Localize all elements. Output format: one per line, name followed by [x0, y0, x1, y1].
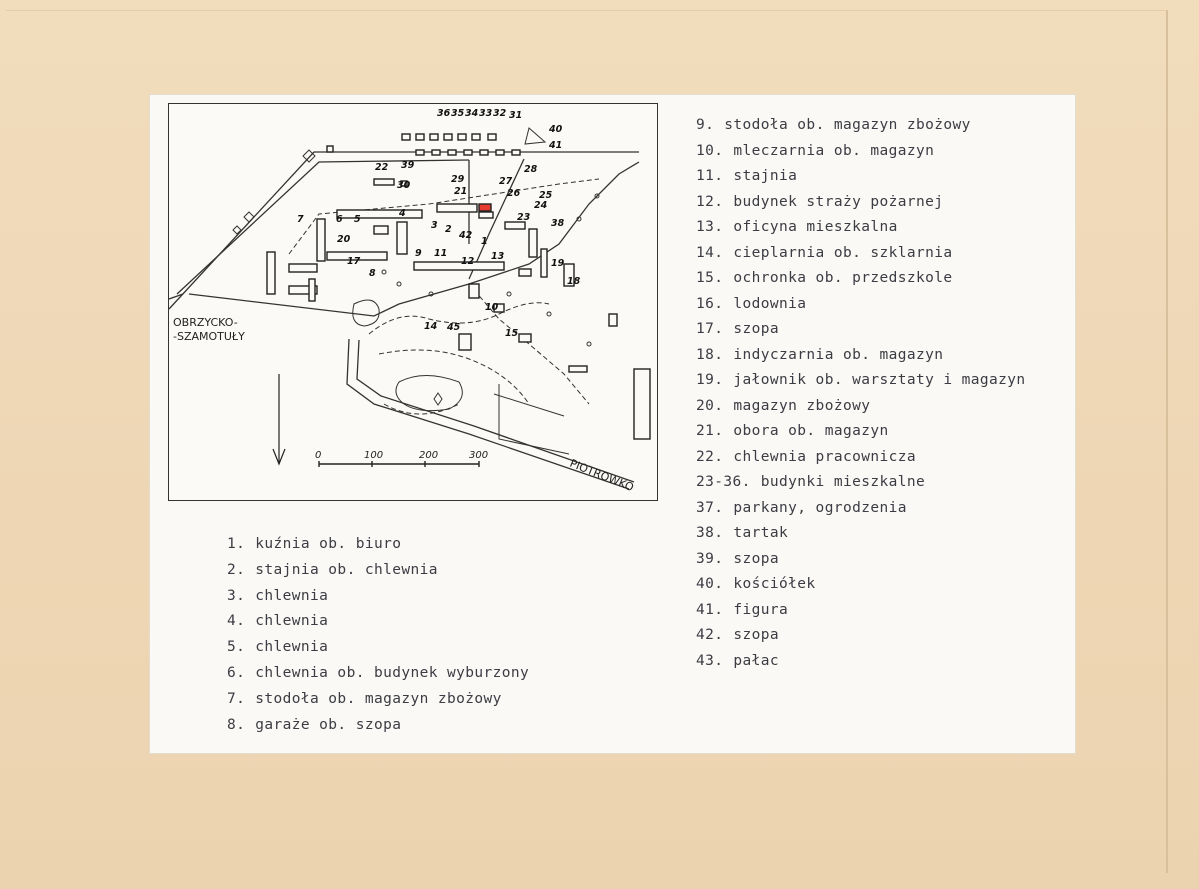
legend-label: jałownik ob. warsztaty i magazyn	[733, 372, 1026, 388]
building-number-label: 27	[499, 176, 513, 187]
building-number-label: 6	[336, 214, 343, 225]
building-number-label: 45	[447, 322, 461, 333]
legend-number: 43.	[696, 652, 724, 669]
building-number-label: 24	[534, 200, 548, 211]
legend-number: 10.	[696, 142, 724, 159]
legend-number: 9.	[696, 117, 715, 133]
legend-number: 17.	[696, 321, 724, 337]
building-number-label: 1	[481, 236, 488, 247]
building-number-label: 30	[397, 180, 411, 191]
legend-item	[227, 661, 529, 687]
legend-label: chlewnia ob. budynek wyburzony	[255, 664, 530, 681]
building-number-label: 26	[507, 188, 521, 199]
legend-number: 38.	[696, 525, 724, 541]
legend-item	[696, 572, 1026, 598]
legend-label: indyczarnia ob. magazyn	[733, 346, 944, 363]
legend-item	[696, 343, 1026, 369]
building-number-label: 19	[551, 258, 565, 269]
building-number-label: 20	[337, 234, 351, 245]
legend-number: 12.	[696, 193, 724, 210]
legend-label: budynki mieszkalne	[760, 474, 926, 490]
building-number-label: 23	[517, 212, 531, 223]
legend-right	[696, 113, 1026, 674]
legend-item	[227, 558, 529, 584]
legend-label: oficyna mieszkalna	[733, 219, 898, 235]
legend-number: 19.	[696, 372, 724, 388]
legend-item	[696, 215, 1026, 241]
legend-label: cieplarnia ob. szklarnia	[733, 244, 953, 261]
north-arrow	[273, 374, 285, 464]
legend-label: mleczarnia ob. magazyn	[733, 142, 935, 159]
legend-item	[227, 687, 529, 713]
legend-number: 13.	[696, 219, 724, 235]
scale-tick-label: 100	[364, 450, 384, 461]
map-labels	[173, 108, 636, 494]
scale-bar	[319, 461, 479, 467]
legend-label: chlewnia	[255, 639, 329, 656]
building-number-label: 39	[401, 160, 415, 171]
legend-item	[696, 445, 1026, 471]
roads	[169, 152, 639, 489]
legend-number: 7.	[227, 690, 246, 707]
legend-item	[227, 609, 529, 635]
legend-item	[696, 649, 1026, 675]
legend-label: parkany, ogrodzenia	[733, 499, 907, 516]
building-number-label: 17	[347, 256, 361, 267]
legend-label: stodoła ob. magazyn zbożowy	[255, 690, 502, 707]
building-number-label: 25	[539, 190, 553, 201]
legend-label: kuźnia ob. biuro	[255, 536, 402, 552]
legend-number: 41.	[696, 601, 724, 618]
legend-number: 20.	[696, 397, 724, 414]
building-number-label: 14	[424, 321, 438, 332]
legend-item	[696, 496, 1026, 522]
legend-label: chlewnia	[255, 613, 329, 630]
scale-tick-label: 0	[315, 450, 322, 461]
legend-label: kościółek	[733, 576, 816, 592]
legend-number: 42.	[696, 627, 724, 643]
legend-label: szopa	[733, 550, 780, 567]
legend-label: magazyn zbożowy	[733, 397, 871, 414]
legend-number: 3.	[227, 587, 246, 604]
legend-item	[227, 532, 529, 558]
building-number-label: 18	[567, 276, 581, 287]
legend-item	[696, 521, 1026, 547]
legend-left	[227, 532, 529, 738]
legend-label: figura	[733, 601, 789, 618]
highlighted-building	[479, 204, 491, 211]
legend-number: 18.	[696, 346, 724, 363]
legend-number: 2.	[227, 561, 246, 578]
place-label-obrzycko: OBRZYCKO-	[173, 316, 238, 329]
legend-label: chlewnia pracownicza	[733, 448, 916, 465]
legend-label: ochronka ob. przedszkole	[733, 270, 953, 286]
building-number-label: 22	[375, 162, 389, 173]
building-number-label: 7	[297, 214, 304, 225]
legend-label: lodownia	[733, 295, 807, 312]
building-number-label: 34	[465, 108, 479, 119]
building-number-label: 28	[524, 164, 538, 175]
building-number-label: 35	[451, 108, 465, 119]
legend-item	[696, 266, 1026, 292]
legend-number: 5.	[227, 639, 246, 656]
legend-number: 39.	[696, 550, 724, 567]
building-number-label: 36	[437, 108, 451, 119]
legend-number: 11.	[696, 168, 724, 184]
building-number-label: 5	[354, 214, 361, 225]
legend-item	[696, 190, 1026, 216]
place-label-szamotuly: -SZAMOTUŁY	[173, 330, 245, 343]
place-label-piotrowko: PIOTROWKO	[567, 456, 636, 495]
building-number-label: 10	[485, 302, 499, 313]
legend-item	[227, 584, 529, 610]
building-number-label: 9	[415, 248, 422, 259]
building-number-label: 2	[445, 224, 452, 235]
legend-item	[696, 317, 1026, 343]
scale-tick-label: 200	[419, 450, 439, 461]
building-number-label: 31	[509, 110, 523, 121]
legend-number: 6.	[227, 664, 246, 681]
legend-item	[696, 598, 1026, 624]
building-number-label: 15	[505, 328, 519, 339]
building-number-label: 13	[491, 251, 505, 262]
legend-number: 1.	[227, 536, 246, 552]
legend-item	[696, 292, 1026, 318]
legend-item	[227, 635, 529, 661]
building-number-label: 3	[431, 220, 438, 231]
site-plan-drawing	[169, 104, 657, 500]
legend-number: 8.	[227, 716, 246, 733]
legend-item	[696, 470, 1026, 496]
building-number-label: 41	[549, 140, 563, 151]
legend-item	[696, 139, 1026, 165]
legend-label: budynek straży pożarnej	[733, 193, 944, 210]
legend-label: tartak	[733, 525, 789, 541]
legend-item	[696, 368, 1026, 394]
legend-item	[227, 713, 529, 739]
legend-label: chlewnia	[255, 587, 329, 604]
legend-item	[696, 394, 1026, 420]
legend-number: 40.	[696, 576, 724, 592]
legend-number: 14.	[696, 244, 724, 261]
building-number-label: 8	[369, 268, 376, 279]
scale-tick-label: 300	[469, 450, 489, 461]
building-number-label: 42	[459, 230, 473, 241]
building-number-label: 38	[551, 218, 565, 229]
legend-number: 37.	[696, 499, 724, 516]
building-number-label: 32	[493, 108, 507, 119]
building-number-label: 12	[461, 256, 475, 267]
building-number-label: 11	[434, 248, 448, 259]
legend-item	[696, 241, 1026, 267]
legend-number: 23-36.	[696, 474, 751, 490]
legend-item	[696, 547, 1026, 573]
legend-item	[696, 419, 1026, 445]
building-number-label: 4	[399, 208, 406, 219]
legend-label: szopa	[733, 627, 780, 643]
legend-number: 4.	[227, 613, 246, 630]
legend-item	[696, 623, 1026, 649]
building-number-label: 40	[549, 124, 563, 135]
legend-number: 22.	[696, 448, 724, 465]
building-number-label: 33	[479, 108, 493, 119]
legend-label: pałac	[733, 652, 780, 669]
legend-label: obora ob. magazyn	[733, 423, 889, 439]
building-number-label: 21	[454, 186, 468, 197]
site-plan-map	[168, 103, 658, 501]
building-number-label: 29	[451, 174, 465, 185]
legend-label: stajnia ob. chlewnia	[255, 561, 438, 578]
legend-item	[696, 113, 1026, 139]
legend-label: szopa	[733, 321, 780, 337]
legend-label: garaże ob. szopa	[255, 716, 402, 733]
legend-number: 15.	[696, 270, 724, 286]
legend-item	[696, 164, 1026, 190]
legend-number: 21.	[696, 423, 724, 439]
legend-number: 16.	[696, 295, 724, 312]
paper-sheet	[150, 95, 1075, 753]
legend-label: stajnia	[733, 168, 798, 184]
legend-label: stodoła ob. magazyn zbożowy	[724, 117, 971, 133]
